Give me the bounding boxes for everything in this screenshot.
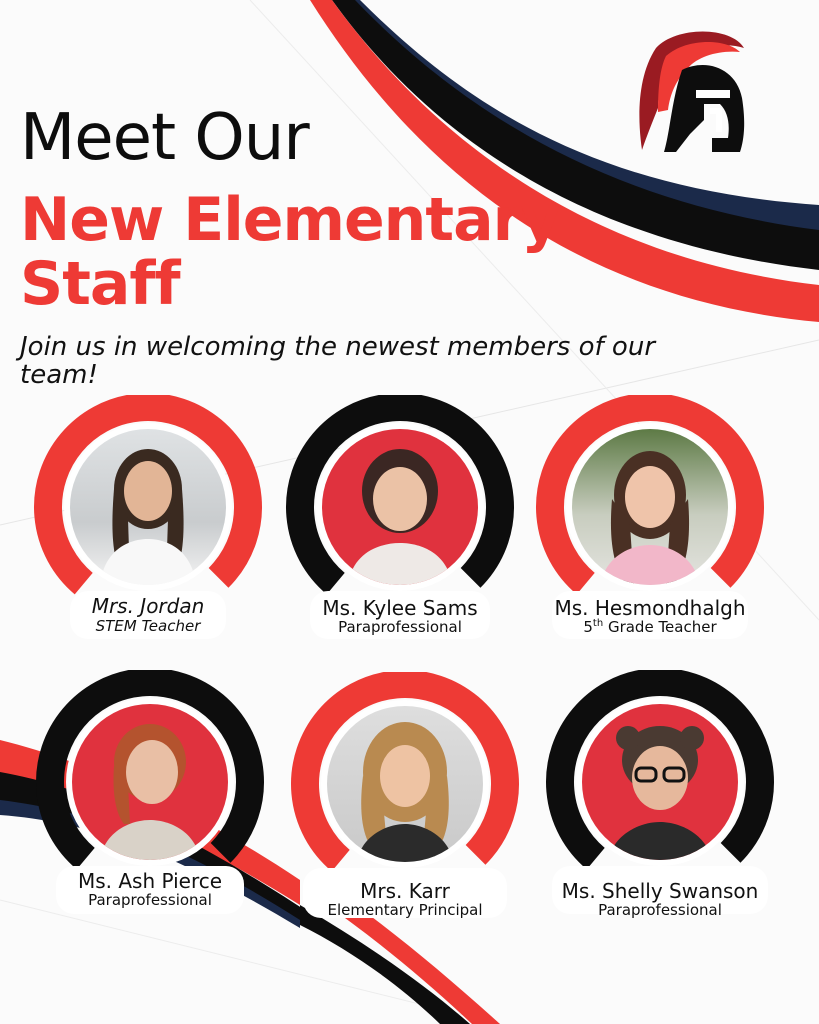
- role-grade-title: Grade Teacher: [603, 618, 717, 636]
- title-line-2: [20, 185, 580, 319]
- staff-photo: [327, 706, 483, 862]
- subtitle: Join us in welcoming the newest members of our team!: [20, 332, 656, 390]
- staff-card-hesmondhalgh: [530, 395, 770, 655]
- staff-name: Ms. Hesmondhalgh: [554, 596, 746, 620]
- staff-card-sams: [280, 395, 520, 655]
- staff-photo: [582, 704, 738, 860]
- staff-name: Ms. Kylee Sams: [322, 596, 478, 620]
- staff-name: Ms. Ash Pierce: [77, 869, 223, 893]
- staff-role: Paraprofessional: [88, 891, 212, 909]
- staff-name: Mrs. Karr: [360, 879, 450, 903]
- role-grade-ordinal: th: [592, 618, 604, 629]
- staff-card-jordan: [28, 395, 268, 655]
- staff-role: [530, 619, 770, 636]
- staff-card-swanson: [540, 670, 780, 930]
- staff-name: Mrs. Jordan: [91, 594, 205, 618]
- staff-photo: [72, 704, 228, 860]
- spartan-helmet-icon: [636, 28, 748, 156]
- staff-role: Paraprofessional: [598, 901, 722, 919]
- staff-role: Paraprofessional: [338, 618, 462, 636]
- staff-role: STEM Teacher: [95, 617, 201, 635]
- staff-card-pierce: [30, 670, 270, 930]
- title-line-2-text: New Elementary: [20, 185, 560, 255]
- title-line-3-text: Staff: [20, 249, 180, 319]
- staff-photo: [322, 429, 478, 585]
- staff-photo: [70, 429, 226, 585]
- staff-name: Ms. Shelly Swanson: [561, 879, 759, 903]
- staff-role: Elementary Principal: [327, 901, 483, 919]
- title-line-1: Meet Our: [20, 101, 309, 175]
- staff-photo: [572, 429, 728, 585]
- role-grade-number: 5: [583, 618, 593, 636]
- staff-card-karr: [285, 672, 525, 932]
